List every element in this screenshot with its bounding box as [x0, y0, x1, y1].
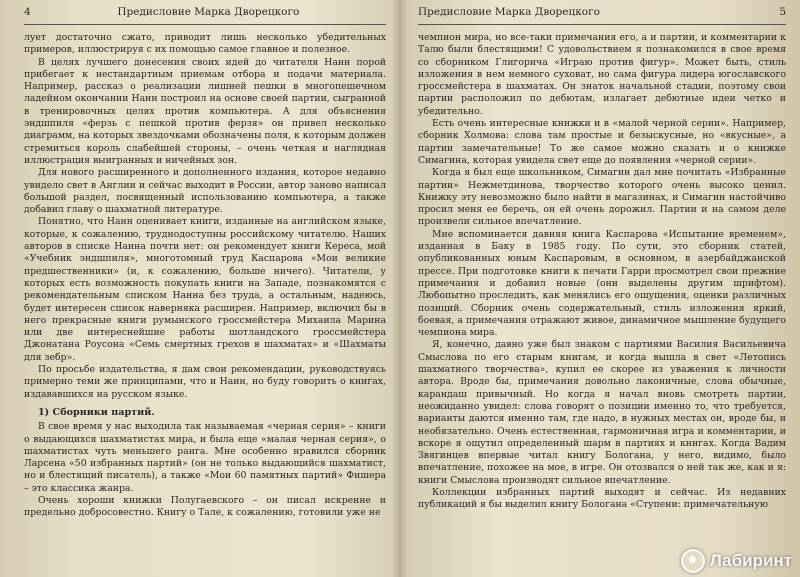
left-page-header — [24, 6, 386, 25]
paragraph: Для нового расширенного и дополненного издания, которое недавно увидело свет в Англии и сейчас выходит в России, автор заново написал большой раздел, посвященный использованию компьютера, а также добавил главу о шахматной литературе. — [24, 167, 386, 216]
left-page-number: 4 — [24, 6, 31, 18]
watermark — [681, 549, 792, 573]
right-page — [404, 0, 800, 577]
watermark-text: Лабиринт — [709, 551, 792, 570]
section-heading: 1) Сборники партий. — [38, 406, 155, 418]
paragraph: Очень хороши книжки Полугаевского – он писал искренне и предельно добросовестно. Книгу о Тале, к сожалению, готовили уже не — [24, 494, 386, 519]
paragraph: Коллекции избранных партий выходят и сейчас. Из недавних публикаций я бы выделил книгу Бологана «Ступени: примечательную — [418, 486, 786, 511]
right-running-title: Предисловие Марка Дворецкого — [418, 6, 600, 18]
left-page-body — [24, 32, 386, 520]
labirint-logo-icon — [681, 549, 705, 573]
paragraph: Когда я был еще школьником, Симагин дал мне почитать «Избранные партии» Нежметдинова, творчество которого очень высоко ценил. Книжку эту невозможно было найти в магазинах, и Симагин настойчиво просил меня ее беречь, он ей очень дорожил. Партии и на самом деле произвели сильное впечатление. — [418, 167, 786, 228]
paragraph: Понятно, что Нанн оценивает книги, изданные на английском языке, которые, к сожалению, труднодоступны российскому читателю. Наших авторов в списке Нанна почти нет: он рекомендует книги Кереса, мой «Учебник эндшпиля», многотомный труд Каспарова «Мои великие предшественники» (и, к сожалению, больше ничего). Читатели, у которых есть возможность покупать книги на Западе, познакомятся с рекомендательным списком Нанна без труда, а остальным, надеюсь, будет интересен список наверняка расширен. Например, включил бы в него прекрасные книги румынского гроссмейстера Михаила Марина или две интереснейшие работы шотландского гроссмейстера Джонатана Роусона «Семь смертных грехов в шахматах» и «Шахматы для зебр». — [24, 216, 386, 363]
right-page-body — [418, 32, 786, 512]
paragraph: чемпион мира, но все-таки примечания его, а и партии, и комментарии к Талю были блестящими! С удовольствием я познакомился в свое время со сборником Глигорича «Играю против фигур». Может быть, стиль изложения в нем немного суховат, но сама фигура лидера югославского гроссмейстера в шахматах. Он знаток начальной стадии, поэтому свои партии расположил по дебютам, излагает дебютные идеи четко и убедительно. — [418, 32, 786, 117]
paragraph: лует достаточно сжато, приводит лишь несколько убедительных примеров, иллюстрируя с их помощью самое главное и полезное. — [24, 32, 386, 56]
paragraph: Есть очень интересные книжки и в «малой черной серии». Например, сборник Холмова: слова там простые и безыскусные, но «вкусные», а партии замечательные! То же самое можно сказать и о книжке Симагина, которая увидела свет еще до появления «черной серии». — [418, 118, 786, 166]
paragraph: Я, конечно, давно уже был знаком с партиями Василия Васильевича Смыслова по его старым книгам, и когда вышла в свет «Летопись шахматного творчества», купил ее скорее из уважения к личности автора. Вроде бы, примечания довольно лаконичные, слова обычные, карандаш привычный. Но когда я начал вновь смотреть партии, неожиданно увидел: слова говорят о позиции именно то, что требуется, варианты даются именно там, где надо, в нужных местах он, вроде бы, и необязательно. Очень естественная, гармоничная игра и комментарии, и вскоре я ощутил определенный шарм в партиях и книгах. Когда Вадим Звягинцев впервые читал книгу Бологана, у него, видимо, было впечатление, похожее на мое, в игре. Он отозвался о ней так же, как и я: книги Смыслова производят сильное впечатление. — [418, 339, 786, 486]
paragraph: Мне вспоминается давняя книга Каспарова «Испытание временем», изданная в Баку в 1985 году. По сути, это сборник статей, опубликованных юным Каспаровым, в основном, в азербайджанской прессе. При подготовке книги к печати Гарри просмотрел свои прежние примечания и добавил новые (они выделены другим шрифтом). Любопытно проследить, как менялись его ощущения, оценки различных позиций. Сборник очень содержательный, стиль изложения яркий, боевая, а примечания отражают живое, динамичное мышление будущего чемпиона мира. — [418, 228, 786, 339]
right-page-header — [418, 6, 786, 25]
paragraph: В свое время у нас выходила так называемая «черная серия» – книги о выдающихся шахматистах мира, и была еще «малая черная серия», о шахматистах чуть меньшего ранга. Мне особенно нравился сборник Ларсена «50 избранных партий» (он не только выдающийся шахматист, но и блестящий писатель), а также «Мои 60 памятных партий» Фишера – это классика жанра. — [24, 421, 386, 494]
right-page-number: 5 — [779, 6, 786, 18]
paragraph: В целях лучшего донесения своих идей до читателя Нанн порой прибегает к нестандартным приемам отбора и подачи материала. Например, рассказ о реализации лишней пешки в многопешечном ладейном окончании Нанн построил на основе своей партии, сыгранной в тренировочных целях против компьютера. А для объяснения эндшпиля «ферзь с пешкой против ферзя» он привел несколько диаграмм, на которых звездочками обозначены поля, к которым должен стремиться король слабейшей стороны, – очень четкая и наглядная иллюстрация выигранных и ничейных зон. — [24, 56, 386, 166]
left-running-title: Предисловие Марка Дворецкого — [117, 6, 300, 18]
paragraph: По просьбе издательства, я дам свои рекомендации, руководствуясь примерно теми же принципами, что и Нанн, но буду говорить о книгах, издававшихся на русском языке. — [24, 364, 386, 400]
